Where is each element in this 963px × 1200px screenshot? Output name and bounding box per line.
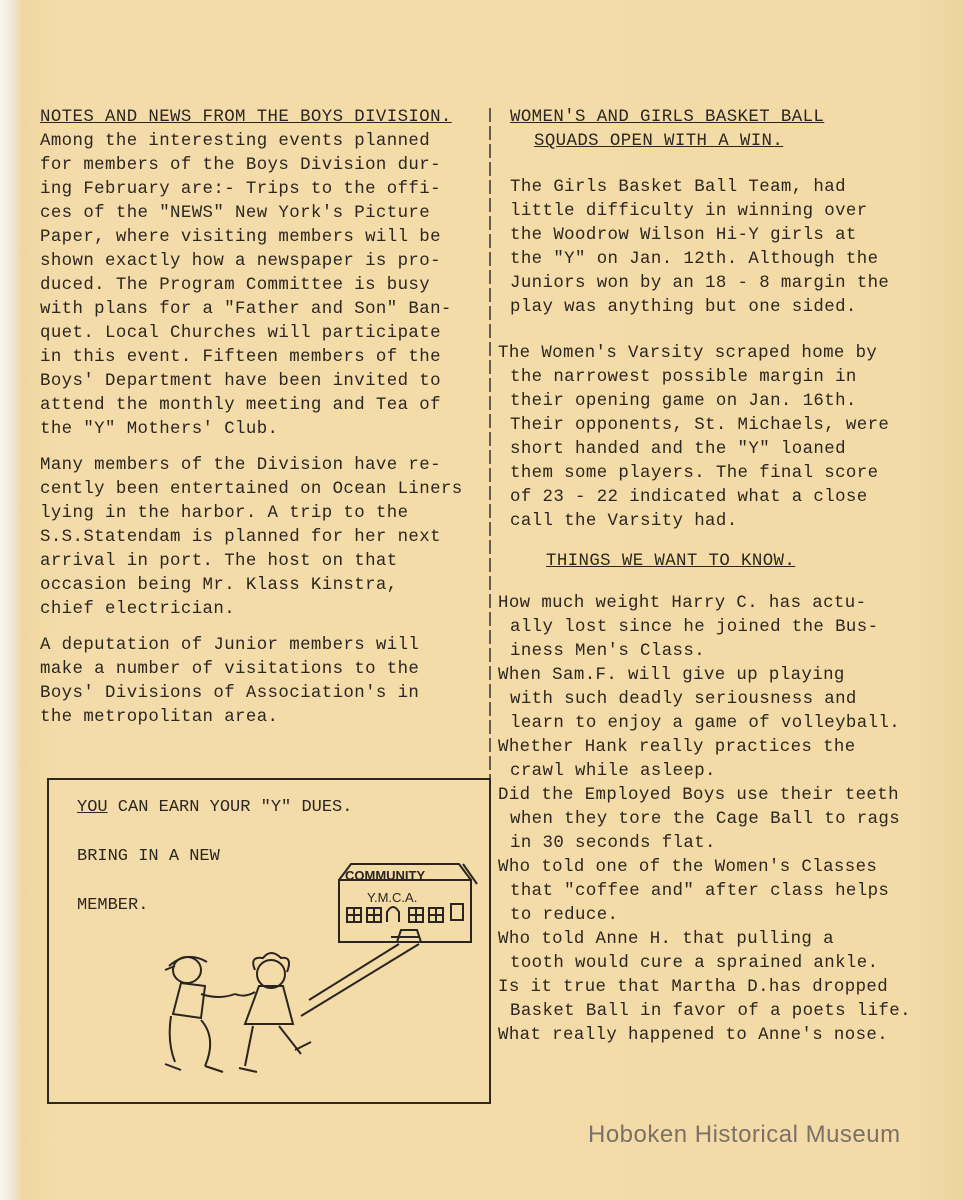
question-item — [498, 736, 948, 784]
box-line-3: MEMBER. — [77, 896, 149, 915]
left-paragraph-2-line: cently been entertained on Ocean Liners — [40, 480, 463, 499]
right-paragraph-1-line: play was anything but one sided. — [510, 298, 857, 317]
right-paragraph-1-line: The Girls Basket Ball Team, had — [510, 178, 846, 197]
things-heading: THINGS WE WANT TO KNOW. — [546, 552, 796, 571]
question-line: learn to enjoy a game of volleyball. — [510, 714, 901, 733]
right-paragraph-2-line: the narrowest possible margin in — [510, 368, 857, 387]
right-paragraph-2 — [498, 342, 948, 534]
question-line: Is it true that Martha D.has dropped — [498, 978, 889, 997]
right-paragraph-1 — [498, 176, 948, 320]
question-line: iness Men's Class. — [510, 642, 706, 661]
left-paragraph-1-line: Among the interesting events planned — [40, 132, 431, 151]
right-paragraph-2-line: The Women's Varsity scraped home by — [498, 344, 878, 363]
box-line-1-underlined: YOU — [77, 798, 108, 817]
left-paragraph-1-line: with plans for a "Father and Son" Ban- — [40, 300, 452, 319]
museum-watermark: Hoboken Historical Museum — [588, 1121, 901, 1148]
question-line: Who told one of the Women's Classes — [498, 858, 878, 877]
ymca-sketch — [49, 780, 489, 1102]
left-paragraph-1-line: ces of the "NEWS" New York's Picture — [40, 204, 431, 223]
question-line: in 30 seconds flat. — [510, 834, 716, 853]
right-paragraph-2-line: short handed and the "Y" loaned — [510, 440, 846, 459]
right-paragraph-2-line: call the Varsity had. — [510, 512, 738, 531]
question-item — [498, 856, 948, 928]
left-paragraph-1-line: in this event. Fifteen members of the — [40, 348, 441, 367]
left-paragraph-1-line: duced. The Program Committee is busy — [40, 276, 431, 295]
question-line: What really happened to Anne's nose. — [498, 1026, 889, 1045]
left-paragraph-1-line: attend the monthly meeting and Tea of — [40, 396, 441, 415]
building-sign-top: COMMUNITY — [345, 868, 426, 883]
left-paragraph-2-line: arrival in port. The host on that — [40, 552, 398, 571]
left-paragraph-2-line: S.S.Statendam is planned for her next — [40, 528, 441, 547]
left-paragraph-2 — [40, 454, 488, 622]
right-paragraph-1-line: Juniors won by an 18 - 8 margin the — [510, 274, 890, 293]
left-paragraph-1-line: shown exactly how a newspaper is pro- — [40, 252, 441, 271]
right-paragraph-1-line: little difficulty in winning over — [510, 202, 868, 221]
left-paragraph-1 — [40, 130, 488, 442]
right-paragraph-1-line: the Woodrow Wilson Hi-Y girls at — [510, 226, 857, 245]
question-item — [498, 928, 948, 976]
question-line: Basket Ball in favor of a poets life. — [510, 1002, 911, 1021]
left-paragraph-1-line: for members of the Boys Division dur- — [40, 156, 441, 175]
question-line: to reduce. — [510, 906, 619, 925]
question-item — [498, 664, 948, 736]
box-line-2: BRING IN A NEW — [77, 847, 220, 866]
question-line: that "coffee and" after class helps — [510, 882, 890, 901]
left-paragraph-1-line: ing February are:- Trips to the offi- — [40, 180, 441, 199]
left-paragraph-2-line: lying in the harbor. A trip to the — [40, 504, 409, 523]
questions-list — [498, 592, 948, 1048]
page-left-edge — [0, 0, 22, 1200]
left-paragraph-3-line: A deputation of Junior members will — [40, 636, 420, 655]
right-paragraph-1-line: the "Y" on Jan. 12th. Although the — [510, 250, 879, 269]
left-paragraph-3-line: make a number of visitations to the — [40, 660, 420, 679]
left-paragraph-3 — [40, 634, 488, 730]
left-paragraph-2-line: occasion being Mr. Klass Kinstra, — [40, 576, 398, 595]
question-item — [498, 784, 948, 856]
left-heading: NOTES AND NEWS FROM THE BOYS DIVISION. — [40, 108, 452, 127]
question-line: Who told Anne H. that pulling a — [498, 930, 834, 949]
left-paragraph-3-line: Boys' Divisions of Association's in — [40, 684, 420, 703]
question-item — [498, 1024, 948, 1048]
question-line: Did the Employed Boys use their teeth — [498, 786, 899, 805]
right-paragraph-2-line: them some players. The final score — [510, 464, 879, 483]
question-line: How much weight Harry C. has actu- — [498, 594, 867, 613]
building-sign-bottom: Y.M.C.A. — [367, 890, 418, 905]
left-paragraph-1-line: Boys' Department have been invited to — [40, 372, 441, 391]
left-paragraph-1-line: the "Y" Mothers' Club. — [40, 420, 279, 439]
question-line: Whether Hank really practices the — [498, 738, 856, 757]
right-paragraph-2-line: Their opponents, St. Michaels, were — [510, 416, 890, 435]
right-heading-line-2: SQUADS OPEN WITH A WIN. — [534, 132, 784, 151]
left-paragraph-1-line: Paper, where visiting members will be — [40, 228, 441, 247]
children-illustration — [165, 953, 311, 1072]
right-column — [498, 106, 948, 1048]
question-line: When Sam.F. will give up playing — [498, 666, 845, 685]
question-item — [498, 976, 948, 1024]
left-paragraph-1-line: quet. Local Churches will participate — [40, 324, 441, 343]
ymca-building-illustration — [301, 864, 477, 1016]
question-line: when they tore the Cage Ball to rags — [510, 810, 901, 829]
box-line-1-rest: CAN EARN YOUR "Y" DUES. — [107, 798, 353, 817]
right-heading-line-1: WOMEN'S AND GIRLS BASKET BALL — [510, 108, 825, 127]
question-line: ally lost since he joined the Bus- — [510, 618, 879, 637]
left-paragraph-2-line: Many members of the Division have re- — [40, 456, 441, 475]
question-line: crawl while asleep. — [510, 762, 716, 781]
right-paragraph-2-line: of 23 - 22 indicated what a close — [510, 488, 868, 507]
question-item — [498, 592, 948, 664]
left-column — [40, 106, 488, 730]
left-paragraph-3-line: the metropolitan area. — [40, 708, 279, 727]
dues-box — [47, 778, 491, 1104]
question-line: tooth would cure a sprained ankle. — [510, 954, 879, 973]
question-line: with such deadly seriousness and — [510, 690, 857, 709]
left-paragraph-2-line: chief electrician. — [40, 600, 236, 619]
right-paragraph-2-line: their opening game on Jan. 16th. — [510, 392, 857, 411]
